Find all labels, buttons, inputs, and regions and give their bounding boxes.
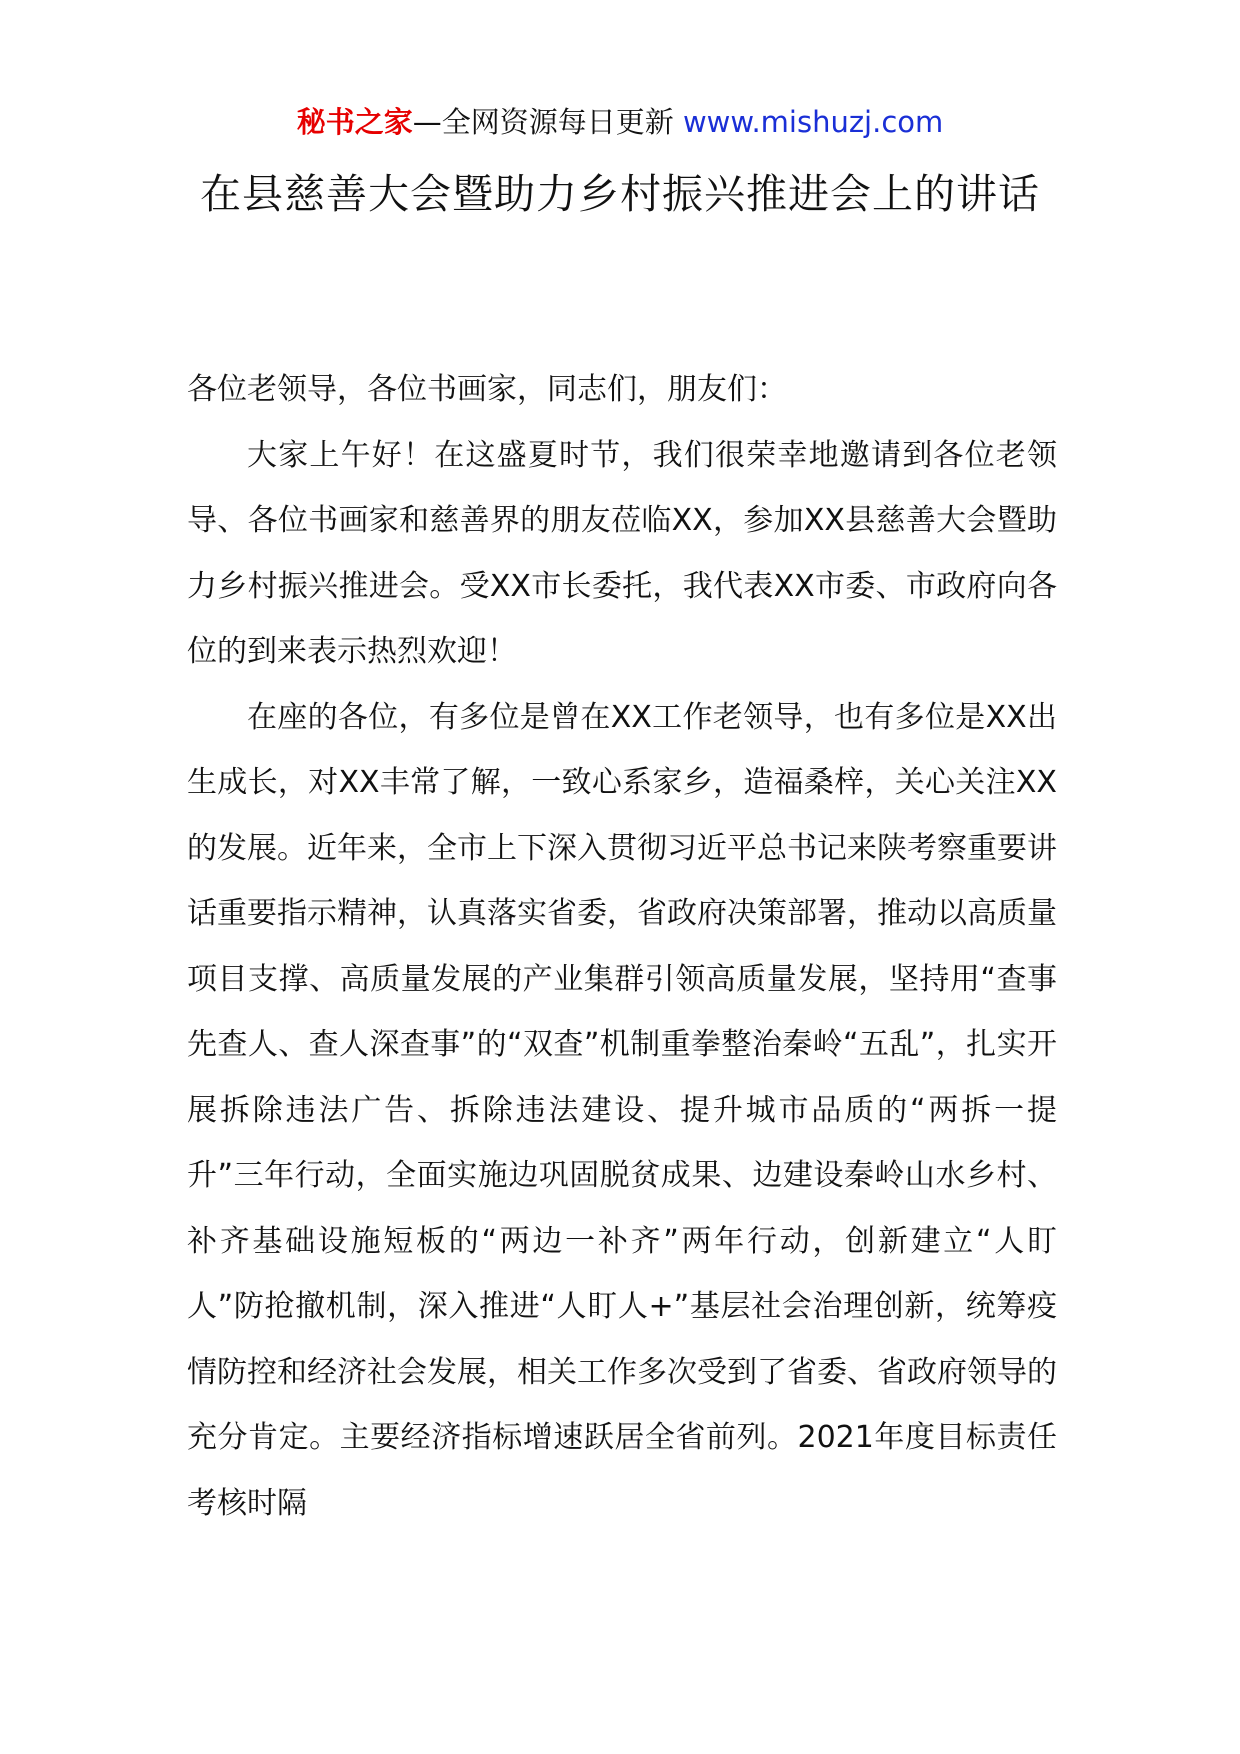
document-body [187,357,1057,1536]
salutation: 各位老领导，各位书画家，同志们，朋友们： [187,372,787,407]
paragraph-welcome: 大家上午好！在这盛夏时节，我们很荣幸地邀请到各位老领导、各位书画家和慈善界的朋友莅临XX，参加XX县慈善大会暨助力乡村振兴推进会。受XX市长委托，我代表XX市委、市政府向各位的到来表示热烈欢迎！ [187,437,1057,669]
website-link[interactable]: www.mishuzj.com [682,105,944,139]
header-banner [0,100,1240,144]
document-title: 在县慈善大会暨助力乡村振兴推进会上的讲话 [200,170,1040,218]
header-slogan: —全网资源每日更新 [412,105,683,139]
paragraph-achievements: 在座的各位，有多位是曾在XX工作老领导，也有多位是XX出生成长，对XX丰常了解，一致心系家乡，造福桑梓，关心关注XX的发展。近年来，全市上下深入贯彻习近平总书记来陕考察重要讲话重要指示精神，认真落实省委，省政府决策部署，推动以高质量项目支撑、高质量发展的产业集群引领高质量发展，坚持用“查事先查人、查人深查事”的“双查”机制重拳整治秦岭“五乱”，扎实开展拆除违法广告、拆除违法建设、提升城市品质的“两拆一提升”三年行动，全面实施边巩固脱贫成果、边建设秦岭山水乡村、补齐基础设施短板的“两边一补齐”两年行动，创新建立“人盯人”防抢撤机制，深入推进“人盯人+”基层社会治理创新，统筹疫情防控和经济社会发展，相关工作多次受到了省委、省政府领导的充分肯定。主要经济指标增速跃居全省前列。2021年度目标责任考核时隔 [187,699,1057,1521]
brand-name: 秘书之家 [296,105,413,139]
